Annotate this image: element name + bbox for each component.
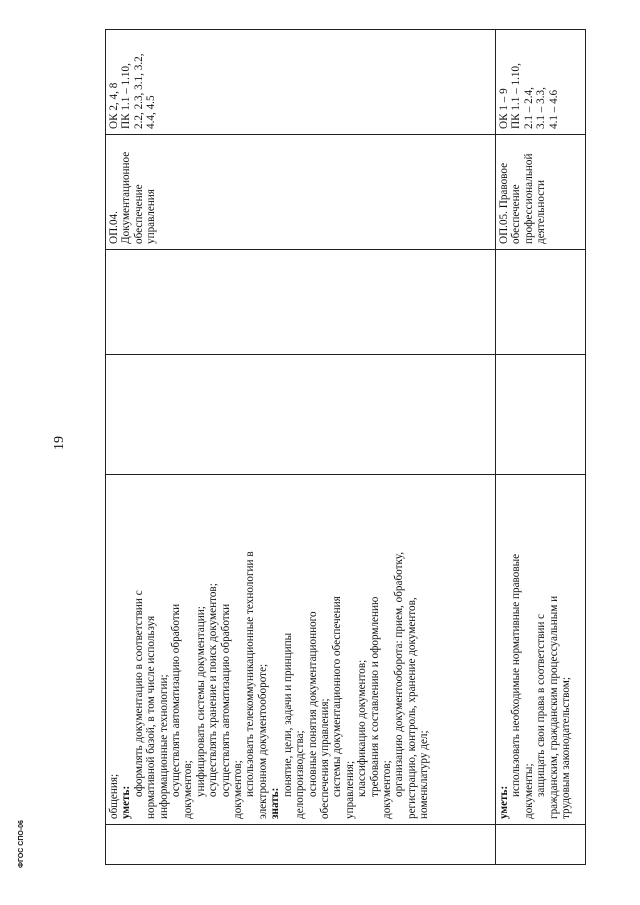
discipline-cell [106,135,496,250]
skills-line: обеспечения управления; [318,698,331,819]
discipline-line: обеспечение [132,184,145,244]
discipline-text [498,140,548,244]
hours-class-cell [106,250,496,355]
competency-line: 2.2, 2.3, 3.1, 3.2, [132,53,145,129]
discipline-line: Документационное [120,151,133,244]
skills-line: электронном документообороте; [256,663,269,819]
skills-line: системы документационного обеспечения [331,596,344,797]
page-number: 19 [52,436,67,450]
discipline-line: профессиональной [522,153,535,244]
competency-cell [496,30,586,135]
skills-line: общения; [108,773,120,819]
competency-line: 4.1 – 4.6 [547,89,560,129]
skills-line: уметь: [120,785,133,819]
competency-text [498,35,560,129]
discipline-line: ОП.05. Правовое [498,162,510,244]
skills-text [108,480,431,819]
discipline-text [108,140,158,244]
skills-line: гражданским, гражданским процессуальным и [547,595,560,819]
discipline-cell [496,135,586,250]
skills-line: осуществлять хранение и поиск документов; [207,583,220,797]
competency-line: ПК 1.1 – 1.10, [510,63,523,129]
skills-line: регистрацию, контроль, хранение документов, [405,597,418,819]
competency-line: ОК 1 – 9 [498,88,510,129]
skills-line: документы; [522,763,535,819]
discipline-line: управления [145,189,158,244]
skills-line: документов; [232,760,245,819]
competency-line: 2.1 – 2.4, [522,87,535,129]
skills-line: использовать необходимые нормативные правовые [510,553,523,797]
competency-cell [106,30,496,135]
index-cell [106,825,496,865]
index-cell [496,825,586,865]
competency-line: ОК 2, 4, 8 [108,82,120,129]
hours-max-cell [106,355,496,475]
discipline-line: ОП.04. [108,211,120,244]
rotated-table-page [105,30,585,865]
skills-line: нормативной базой, в том числе используя [145,615,158,819]
skills-line: управления; [343,760,356,819]
skills-text [498,480,572,819]
skills-line: документов; [182,760,195,819]
curriculum-table [105,29,586,865]
table-row [496,30,586,865]
competency-line: 4.4, 4.5 [145,95,158,129]
skills-line: осуществлять автоматизацию обработки [219,603,232,797]
discipline-line: обеспечение [510,184,523,244]
skills-line: оформлять документацию в соответствии с [132,590,145,797]
skills-cell [106,475,496,825]
skills-line: защищать свои права в соответствии с [535,613,548,797]
discipline-line: деятельности [535,179,548,244]
skills-cell [496,475,586,825]
competency-line: 3.1 – 3.3, [535,87,548,129]
skills-line: информационные технологии; [157,674,170,819]
skills-line: организацию документооборота: прием, обработку, [393,551,406,797]
skills-line: основные понятия документационного [306,611,319,797]
hours-max-cell [496,355,586,475]
skills-line: использовать телекоммуникационные технологии в [244,551,257,797]
skills-line: знать: [269,787,282,819]
skills-line: понятие, цели, задачи и принципы [281,632,294,797]
skills-line: классификацию документов; [356,659,369,797]
skills-line: унифицировать системы документации; [194,606,207,797]
skills-line: делопроизводства; [294,730,307,819]
competency-line: ПК 1.1 – 1.10, [120,63,133,129]
competency-text [108,35,158,129]
skills-line: номенклатуру дел; [418,730,431,819]
skills-line: трудовым законодательством; [560,677,573,819]
skills-line: осуществлять автоматизацию обработки [170,603,183,797]
document-code: ФГОС СПО-06 [18,820,25,868]
hours-class-cell [496,250,586,355]
skills-line: уметь: [498,785,510,819]
table-row [106,30,496,865]
skills-line: требования к составлению и оформлению [368,596,381,797]
skills-line: документов; [380,760,393,819]
